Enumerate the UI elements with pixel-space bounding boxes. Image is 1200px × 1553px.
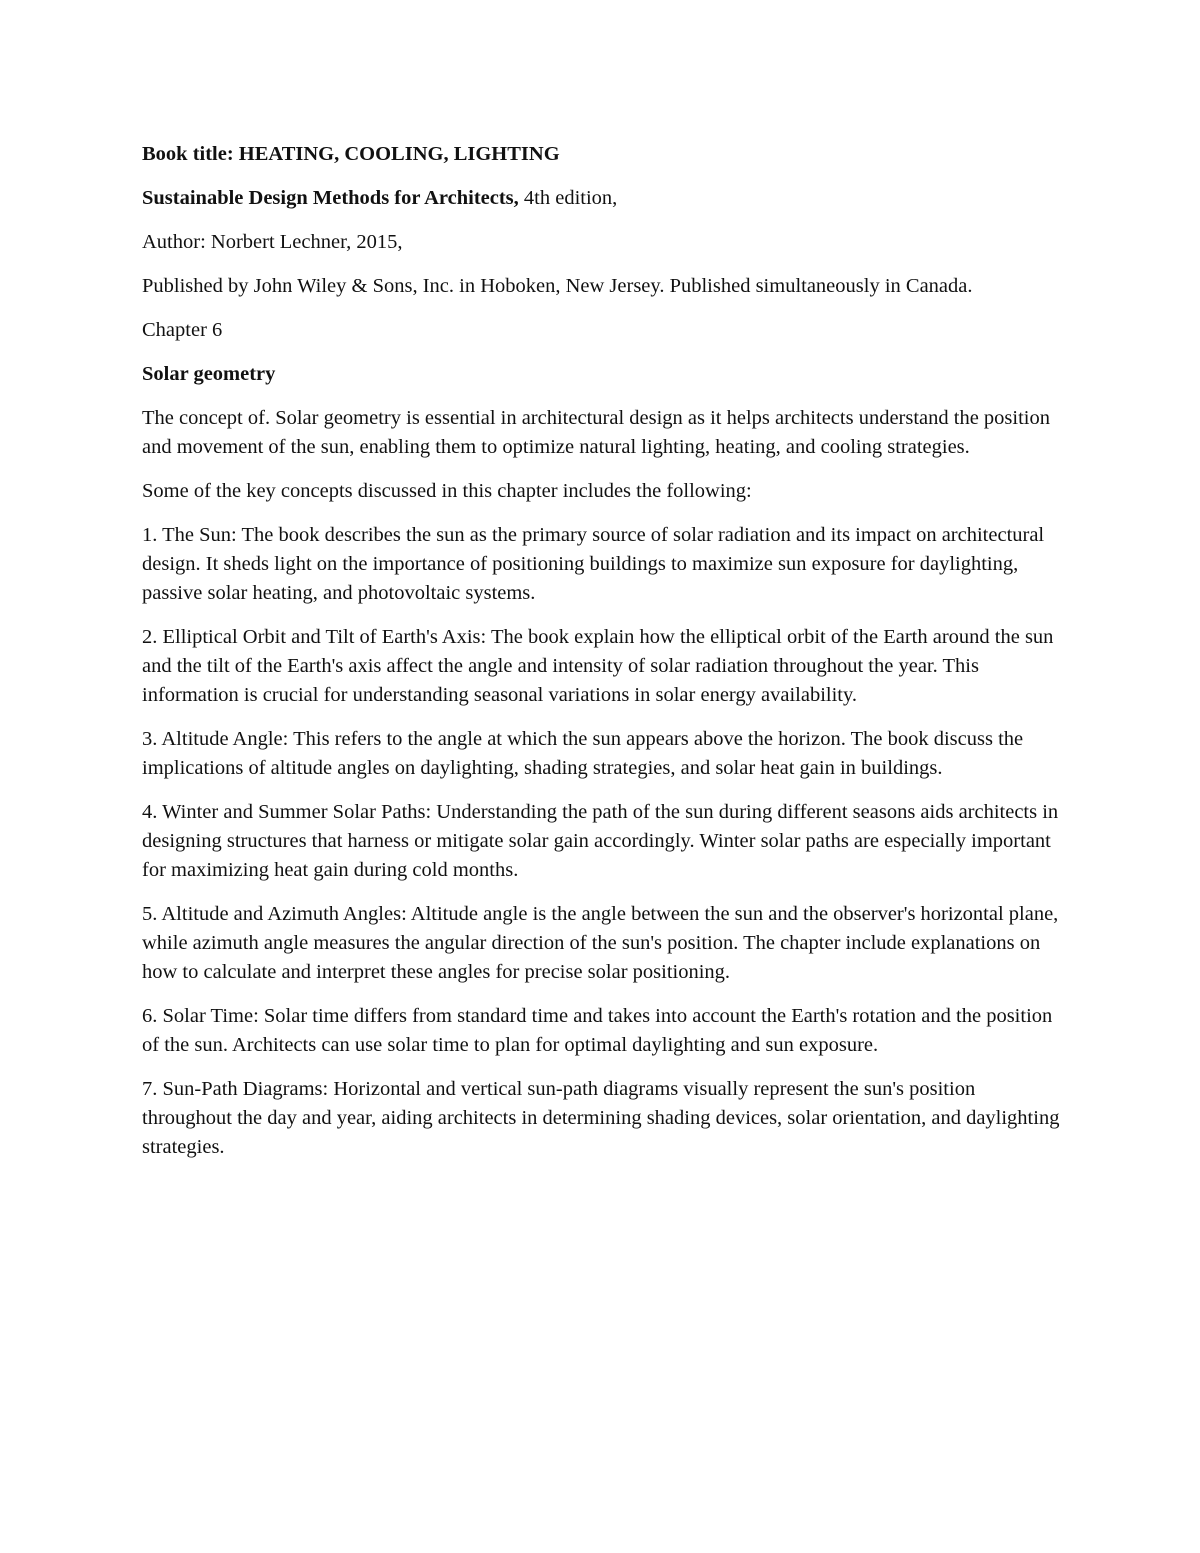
book-title: Book title: HEATING, COOLING, LIGHTING bbox=[142, 143, 560, 165]
book-subtitle-bold: Sustainable Design Methods for Architects, bbox=[142, 187, 519, 209]
chapter-number: Chapter 6 bbox=[142, 319, 223, 341]
concept-item: 5. Altitude and Azimuth Angles: Altitude angle is the angle between the sun and the observer's horizontal plane, while azimuth angle measures the angular direction of the sun's position. The chapter include explanations on how to calculate and interpret these angles for precise solar positioning. bbox=[142, 903, 1059, 983]
chapter-title: Solar geometry bbox=[142, 363, 276, 385]
chapter-intro: The concept of. Solar geometry is essential in architectural design as it helps architects understand the position and movement of the sun, enabling them to optimize natural lighting, heating, and cooling strategies. bbox=[142, 407, 1050, 458]
book-author: Author: Norbert Lechner, 2015, bbox=[142, 231, 403, 253]
concept-item: 4. Winter and Summer Solar Paths: Understanding the path of the sun during different seasons aids architects in designing structures that harness or mitigate solar gain accordingly. Winter solar paths are especially important for maximizing heat gain during cold months. bbox=[142, 801, 1059, 881]
book-publisher: Published by John Wiley & Sons, Inc. in Hoboken, New Jersey. Published simultaneously in Canada. bbox=[142, 275, 973, 297]
document-page bbox=[142, 140, 1062, 1177]
book-subtitle bbox=[142, 184, 1062, 213]
book-edition: 4th edition, bbox=[518, 187, 618, 209]
concept-item: 3. Altitude Angle: This refers to the angle at which the sun appears above the horizon. The book discuss the implications of altitude angles on daylighting, shading strategies, and solar heat gain in buildings. bbox=[142, 728, 1024, 779]
concept-item: 1. The Sun: The book describes the sun as the primary source of solar radiation and its impact on architectural design. It sheds light on the importance of positioning buildings to maximize sun exposure for daylighting, passive solar heating, and photovoltaic systems. bbox=[142, 524, 1045, 604]
concept-item: 6. Solar Time: Solar time differs from standard time and takes into account the Earth's rotation and the position of the sun. Architects can use solar time to plan for optimal daylighting and sun exposure. bbox=[142, 1005, 1053, 1056]
concepts-lead-in: Some of the key concepts discussed in this chapter includes the following: bbox=[142, 480, 752, 502]
concept-item: 2. Elliptical Orbit and Tilt of Earth's Axis: The book explain how the elliptical orbit of the Earth around the sun and the tilt of the Earth's axis affect the angle and intensity of solar radiation throughout the year. This information is crucial for understanding seasonal variations in solar energy availability. bbox=[142, 626, 1054, 706]
concept-item: 7. Sun-Path Diagrams: Horizontal and vertical sun-path diagrams visually represent the sun's position throughout the day and year, aiding architects in determining shading devices, solar orientation, and daylighting strategies. bbox=[142, 1078, 1060, 1158]
